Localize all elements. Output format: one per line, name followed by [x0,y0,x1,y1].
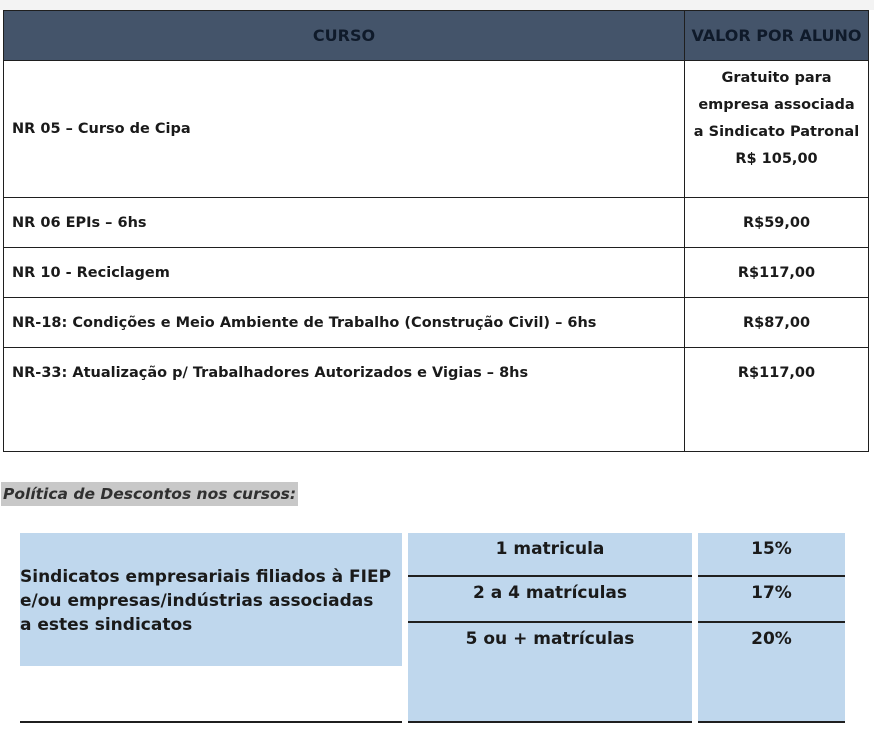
course-price: R$117,00 [685,348,869,452]
course-price-table [3,10,869,452]
eligibility-line: e/ou empresas/indústrias associadas [20,591,374,611]
course-price: R$117,00 [685,248,869,298]
course-name: NR-33: Atualização p/ Trabalhadores Autorizados e Vigias – 8hs [4,348,685,452]
price-line: R$ 105,00 [735,151,818,167]
header-course: CURSO [4,11,685,61]
divider [20,721,402,723]
course-name: NR 06 EPIs – 6hs [4,198,685,248]
price-line: a Sindicato Patronal [693,124,860,140]
course-name: NR 05 – Curso de Cipa [4,61,685,198]
price-line: empresa associada [698,97,855,113]
tier-enrollments: 5 ou + matrículas [465,629,635,649]
tier-discount: 15% [751,539,792,559]
table-header-row [4,11,869,61]
table-row [4,61,869,198]
discount-policy-title: Política de Descontos nos cursos: [1,482,298,506]
tier-discount: 17% [751,583,792,603]
table-row [4,348,869,452]
course-price: R$87,00 [685,298,869,348]
eligibility-line: a estes sindicatos [20,615,193,635]
header-price: VALOR POR ALUNO [685,11,869,61]
course-price [685,61,869,198]
course-name: NR-18: Condições e Meio Ambiente de Trabalho (Construção Civil) – 6hs [4,298,685,348]
divider [408,621,692,623]
table-row [4,298,869,348]
course-name: NR 10 - Reciclagem [4,248,685,298]
top-strip [0,0,874,10]
table-row [4,198,869,248]
eligibility-line: Sindicatos empresariais filiados à FIEP [20,567,392,587]
eligibility-text [20,565,402,637]
price-line: Gratuito para [721,70,832,86]
tier-enrollments: 1 matricula [495,539,605,559]
tier-discount: 20% [751,629,792,649]
divider [408,721,692,723]
tier-enrollments: 2 a 4 matrículas [472,583,627,603]
divider [698,721,845,723]
divider [408,575,692,577]
divider [698,575,845,577]
table-row [4,248,869,298]
divider [698,621,845,623]
course-price: R$59,00 [685,198,869,248]
